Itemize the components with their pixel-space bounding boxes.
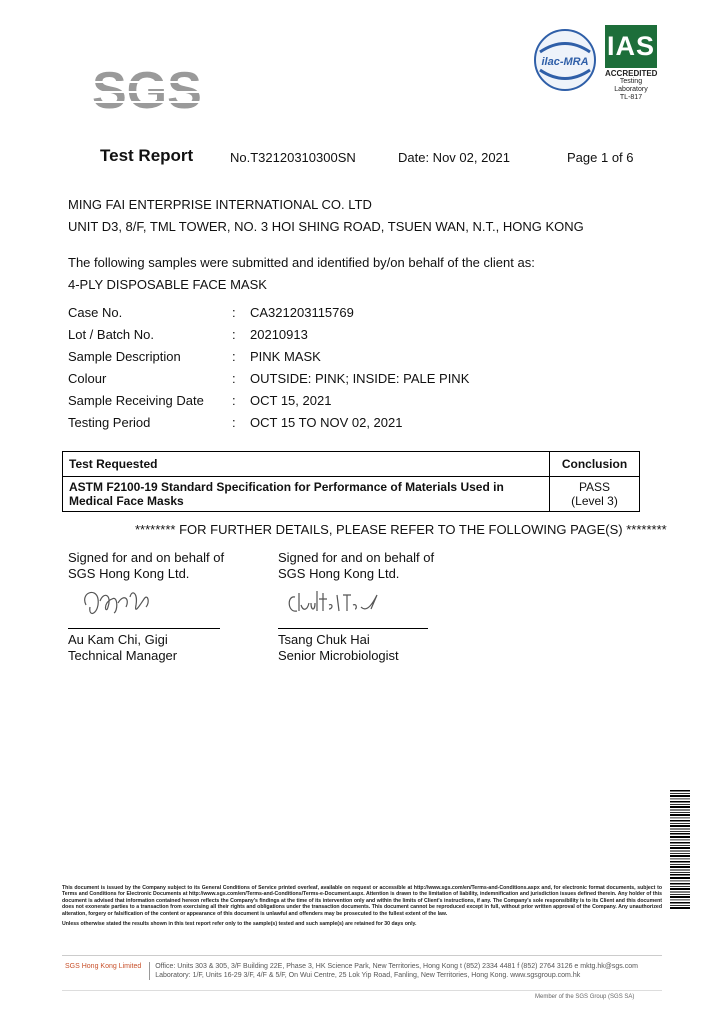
- result-line2: (Level 3): [571, 494, 618, 508]
- sgs-group-member: Member of the SGS Group (SGS SA): [535, 994, 635, 1000]
- signer-title: Senior Microbiologist: [278, 648, 399, 663]
- detail-label: Testing Period: [68, 415, 151, 430]
- signature-line-2: [278, 628, 428, 629]
- client-name: MING FAI ENTERPRISE INTERNATIONAL CO. LTD: [68, 197, 372, 212]
- report-number: No.T32120310300SN: [230, 150, 356, 165]
- signer-block-2: [278, 550, 434, 582]
- ilac-text: ilac-MRA: [541, 56, 589, 68]
- signer-company: SGS Hong Kong Ltd.: [68, 566, 190, 581]
- detail-label: Sample Receiving Date: [68, 393, 204, 408]
- detail-label: Lot / Batch No.: [68, 327, 154, 342]
- test-name: [63, 477, 550, 512]
- footer-divider: [62, 955, 662, 956]
- report-date: Date: Nov 02, 2021: [398, 150, 511, 165]
- detail-value: 20210913: [250, 327, 308, 342]
- signature-2: [285, 585, 395, 630]
- signer-2-info: [278, 632, 399, 664]
- table-row: [63, 477, 640, 512]
- retention-note: Unless otherwise stated the results shown in this test report refer only to the sample(s) tested and such sample(s) are retained for 30 days only.: [62, 921, 417, 928]
- page-number: Page 1 of 6: [567, 150, 634, 165]
- footer-address-lines: [149, 962, 638, 980]
- disclaimer-text: This document is issued by the Company subject to its General Conditions of Service printed overleaf, available on request or accessible at http://www.sgs.com/en/Terms-and-Conditions.aspx and, for electronic format documents, subject to Terms and Conditions for Electronic Documents at http://www.sgs.com/en/Terms-and-Conditions/Terms-e-Document.aspx. Attention is drawn to the limitation of liability, indemnification and jurisdiction issues defined therein. Any holder of this document is advised that information contained hereon reflects the Company's findings at the time of its intervention only and within the limits of Client's instructions, if any. The Company's sole responsibility is to its Client and this document does not exonerate parties to a transaction from exercising all their rights and obligations under the transaction documents. This document cannot be reproduced except in full, without prior written approval of the Company. Any unauthorized alteration, forgery or falsification of the content or appearance of this document is unlawful and offenders may be prosecuted to the fullest extent of the law.: [62, 885, 662, 917]
- table-header-row: [63, 452, 640, 477]
- signature-1: [78, 585, 168, 630]
- ias-caption: [605, 70, 657, 102]
- result-line1: PASS: [578, 480, 611, 494]
- test-name-line1: ASTM F2100-19 Standard Specification for Performance of Materials Used in: [69, 480, 504, 494]
- ias-logo: [605, 25, 658, 101]
- detail-value: PINK MASK: [250, 349, 321, 364]
- detail-colon: :: [232, 305, 236, 320]
- sgs-logo: [90, 60, 205, 122]
- signer-title: Technical Manager: [68, 648, 178, 663]
- client-address: UNIT D3, 8/F, TML TOWER, NO. 3 HOI SHING ROAD, TSUEN WAN, N.T., HONG KONG: [68, 219, 584, 234]
- test-table: [62, 451, 640, 512]
- footer-address: [65, 962, 638, 980]
- detail-label: Sample Description: [68, 349, 181, 364]
- signer-company: SGS Hong Kong Ltd.: [278, 566, 400, 581]
- footer-company: SGS Hong Kong Limited: [65, 963, 142, 970]
- detail-value: CA321203115769: [250, 305, 354, 320]
- detail-label: Case No.: [68, 305, 123, 320]
- footer-disclaimer: [62, 885, 662, 927]
- sgs-logo-text: SGS: [92, 62, 202, 120]
- ias-code: TL-817: [619, 94, 643, 101]
- office-address: Office: Units 303 & 305, 3/F Building 22E, Phase 3, HK Science Park, New Territories, Hong Kong t (852) 2334 4481 f (852) 2764 3126 e mktg.hk@sgs.com: [155, 963, 638, 970]
- header-test-requested: Test Requested: [63, 452, 550, 477]
- ias-text: IAS: [605, 25, 657, 68]
- detail-value: OCT 15 TO NOV 02, 2021: [250, 415, 403, 430]
- signer-name: Au Kam Chi, Gigi: [68, 632, 168, 647]
- signed-for: Signed for and on behalf of: [278, 550, 435, 565]
- detail-colon: :: [232, 327, 236, 342]
- signature-line-1: [68, 628, 220, 629]
- further-details-note: ******** FOR FURTHER DETAILS, PLEASE REFER TO THE FOLLOWING PAGE(S) ********: [135, 522, 667, 537]
- signer-name: Tsang Chuk Hai: [278, 632, 370, 647]
- intro-text: The following samples were submitted and identified by/on behalf of the client as:: [68, 255, 535, 270]
- signer-block-1: [68, 550, 224, 582]
- ias-testing: Testing Laboratory: [614, 78, 648, 93]
- test-result: [550, 477, 640, 512]
- detail-colon: :: [232, 371, 236, 386]
- detail-label: Colour: [68, 371, 107, 386]
- detail-value: OCT 15, 2021: [250, 393, 332, 408]
- header-conclusion: Conclusion: [550, 452, 640, 477]
- signed-for: Signed for and on behalf of: [68, 550, 225, 565]
- detail-value: OUTSIDE: PINK; INSIDE: PALE PINK: [250, 371, 470, 386]
- detail-colon: :: [232, 415, 236, 430]
- detail-colon: :: [232, 393, 236, 408]
- lab-address: Laboratory: 1/F, Units 16-29 3/F, 4/F & 5/F, On Wui Centre, 25 Lok Yip Road, Fanling, New Territories, Hong Kong. www.sgsgroup.com.hk: [155, 972, 581, 979]
- ias-accredited: ACCREDITED: [605, 69, 658, 78]
- signer-1-info: [68, 632, 177, 664]
- footer-divider-2: [62, 990, 662, 991]
- report-title: Test Report: [100, 146, 194, 165]
- test-name-line2: Medical Face Masks: [69, 494, 184, 508]
- ilac-mra-logo: [530, 25, 600, 95]
- barcode: [670, 790, 690, 910]
- detail-colon: :: [232, 349, 236, 364]
- sample-name: 4-PLY DISPOSABLE FACE MASK: [68, 277, 267, 292]
